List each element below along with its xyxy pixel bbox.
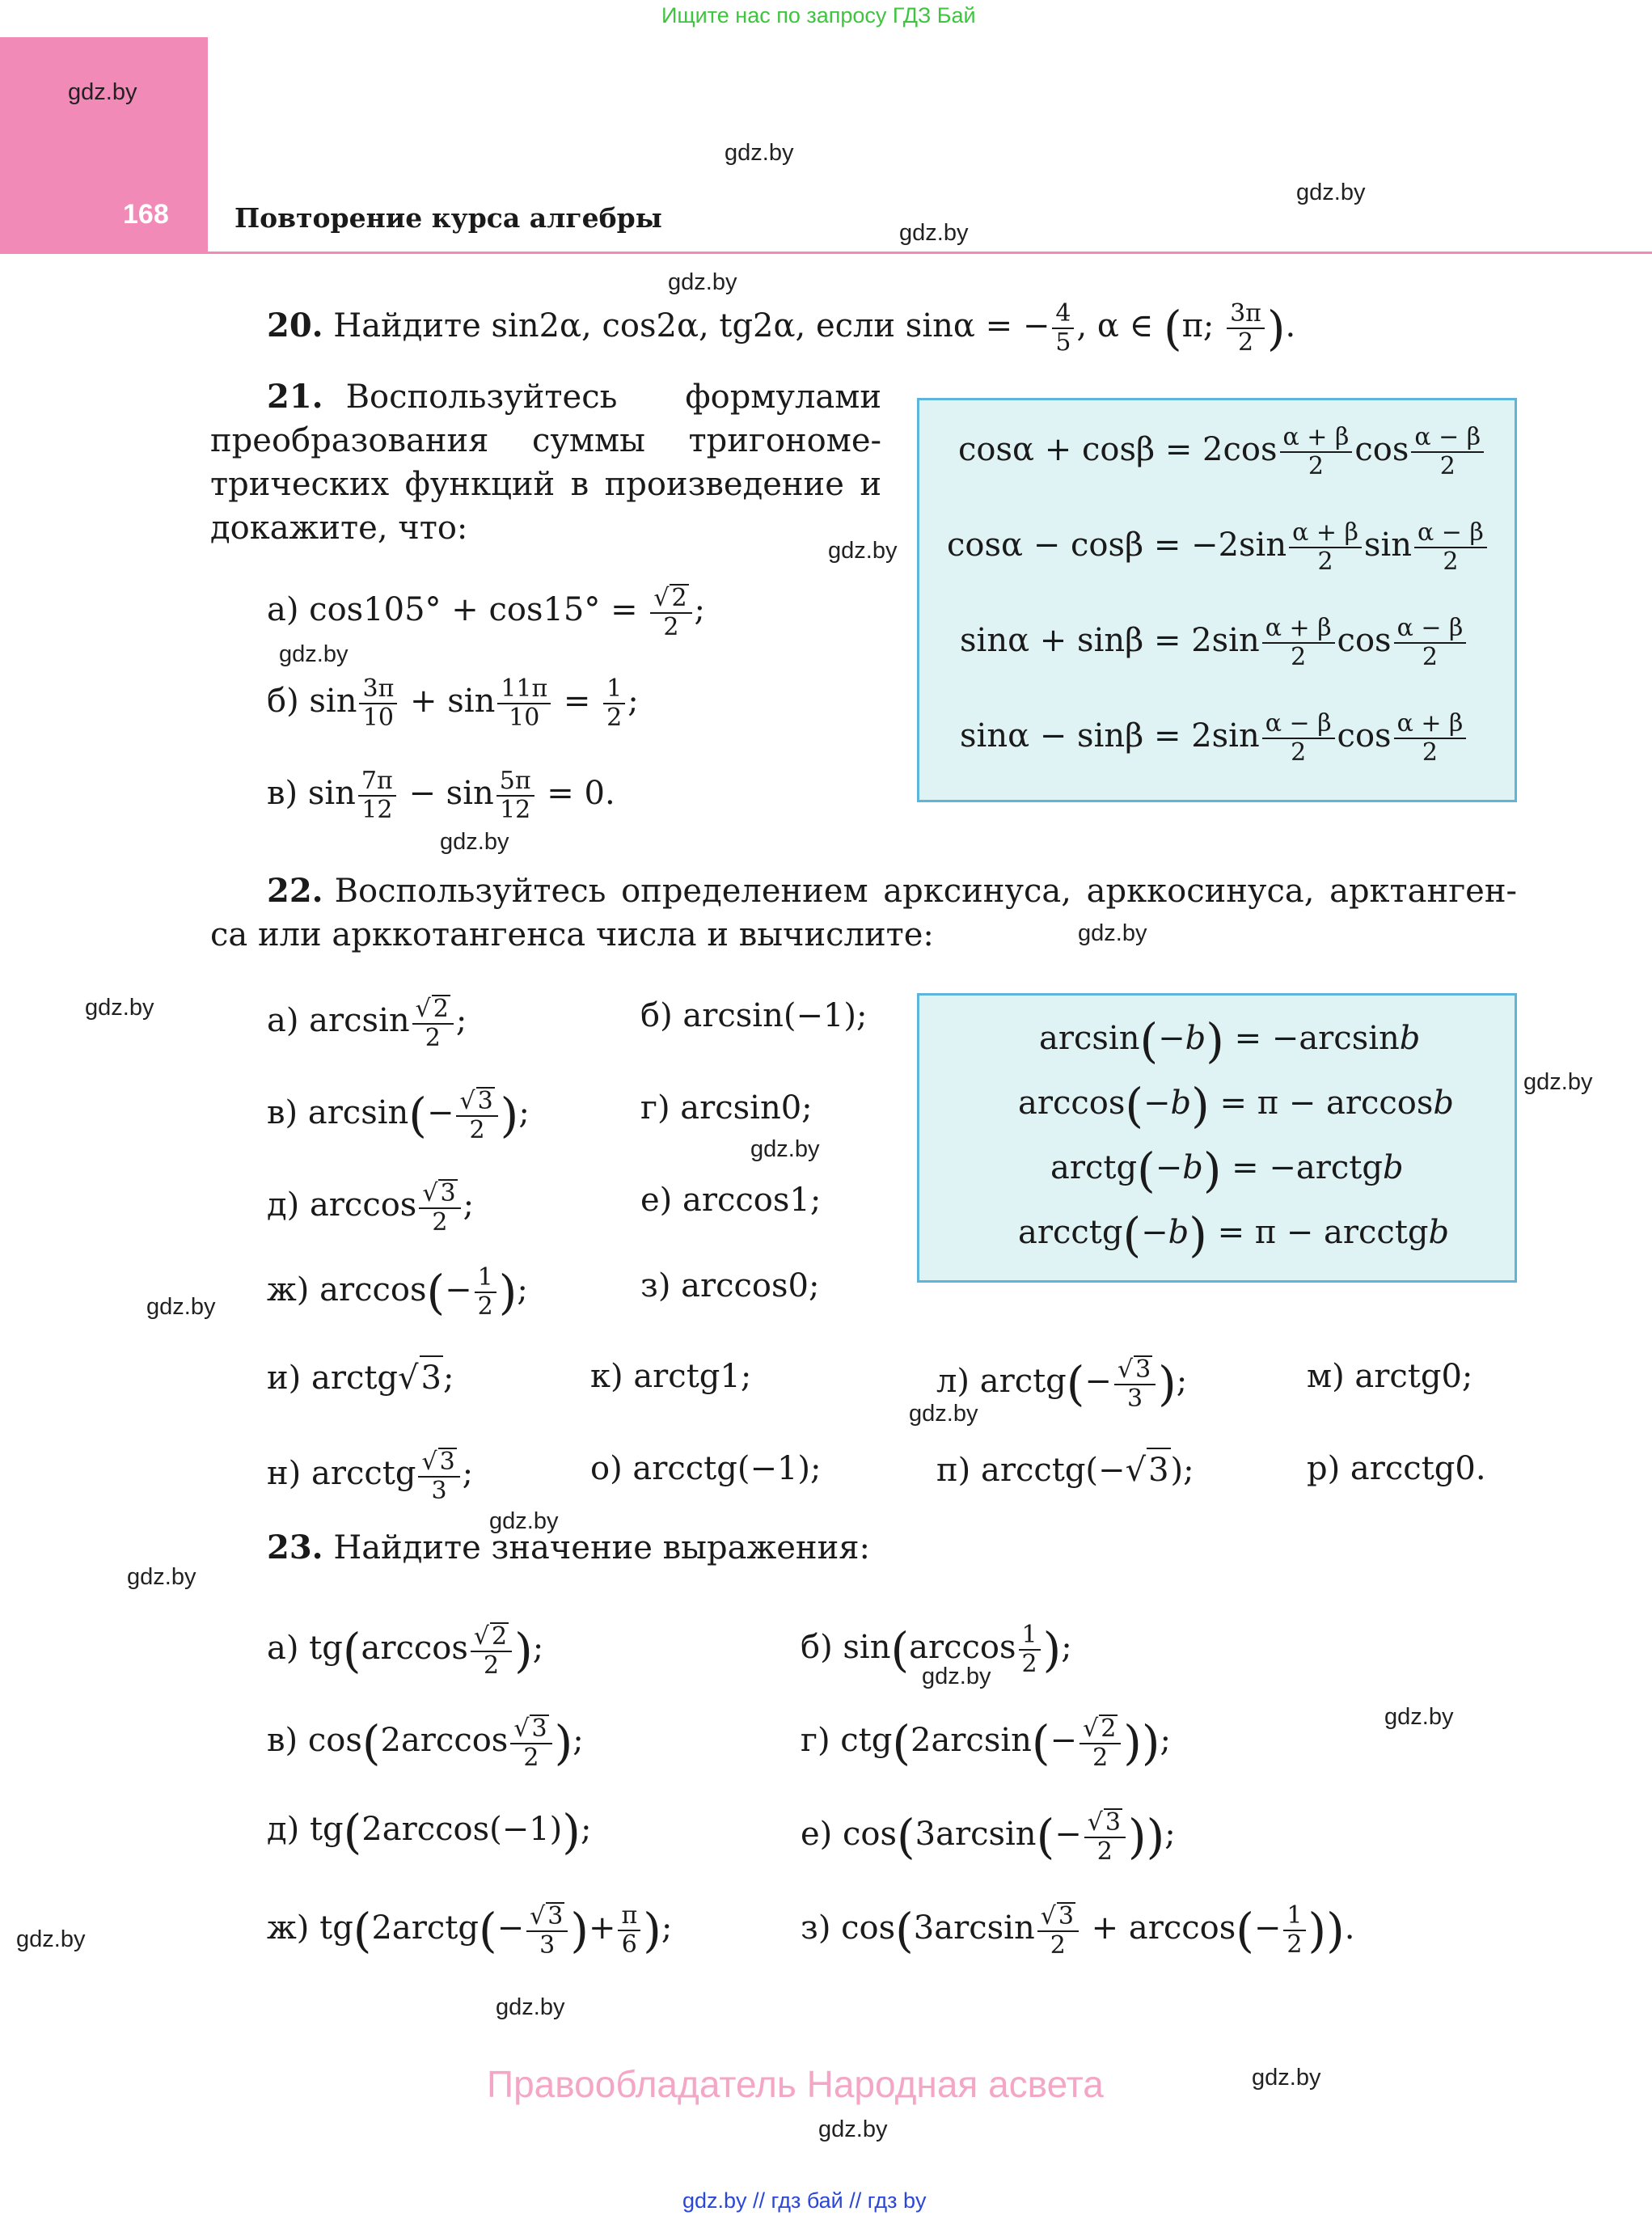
section-title: Повторение курса алгебры — [234, 202, 662, 234]
formula: sinα + sinβ = 2sin $\frac{\alpha + \beta}{2}$ cos $\frac{\alpha - \beta}{2}$ — [960, 615, 1468, 670]
intro-line: преобразования суммы тригономе- — [210, 422, 881, 459]
watermark: gdz.by — [127, 1564, 196, 1590]
task-22-item-d: д) arccos $\frac{√ 3}{2}$ ; — [267, 1179, 475, 1237]
watermark: gdz.by — [922, 1664, 991, 1689]
task-23-item-b: б) sin(arccos $\frac{1}{2}$ ); — [801, 1621, 1072, 1678]
footer-links[interactable]: gdz.by // гдз бай // гдз by — [682, 2188, 927, 2213]
task-23-item-d: д) tg(2arccos(−1)); — [267, 1804, 592, 1859]
task-22-item-p: п) arcctg(−√3); — [936, 1448, 1194, 1491]
watermark: gdz.by — [1252, 2065, 1321, 2091]
sum-to-product-formula-box — [917, 398, 1517, 802]
task-22-item-l: л) arctg(− $\frac{√ 3}{3}$ ); — [936, 1355, 1188, 1413]
intro-line: Воспользуйтесь формулами — [345, 378, 881, 416]
formula: cosα − cosβ = −2sin $\frac{\alpha + \beta}{2}$ sin $\frac{\alpha - \beta}{2}$ — [947, 520, 1489, 575]
task-23-item-z: з) cos(3arcsin $\frac{√ 3}{2}$ + arccos(− $\frac{1}{2}$ )). — [801, 1901, 1355, 1960]
formula: cosα + cosβ = 2cos $\frac{\alpha + \beta}{2}$ cos $\frac{\alpha - \beta}{2}$ — [958, 425, 1486, 480]
intro-line: Воспользуйтесь определением арксинуса, арккосинуса, арктанген- — [334, 873, 1517, 910]
task-number: 20. — [267, 307, 323, 345]
task-23-item-e: е) cos(3arcsin(− $\frac{√ 3}{2}$ )); — [801, 1808, 1176, 1866]
task-22-item-v: в) arcsin(− $\frac{√ 3}{2}$ ); — [267, 1087, 530, 1144]
watermark: gdz.by — [85, 995, 154, 1021]
watermark: gdz.by — [1296, 180, 1366, 205]
watermark: gdz.by — [16, 1926, 86, 1952]
intro-line: са или арккотангенса числа и вычислите: — [210, 916, 934, 953]
task-22-intro — [210, 869, 1517, 957]
top-banner: Ищите нас по запросу ГДЗ Бай — [661, 3, 976, 27]
task-22-item-r: р) arcctg0. — [1307, 1450, 1486, 1487]
task-22-item-b: б) arcsin(−1); — [640, 997, 868, 1034]
watermark: gdz.by — [146, 1294, 216, 1320]
formula: sinα − sinβ = 2sin $\frac{\alpha - \beta}{2}$ cos $\frac{\alpha + \beta}{2}$ — [960, 711, 1468, 766]
task-22-item-o: о) arcctg(−1); — [590, 1450, 822, 1487]
task-21-intro — [210, 375, 881, 550]
intro-line: Найдите значение выражения: — [333, 1529, 870, 1567]
formula: arcsin(−b) = −arcsinb — [1039, 1013, 1421, 1068]
task-number: 23. — [267, 1528, 323, 1567]
watermark: gdz.by — [1078, 920, 1147, 946]
inverse-trig-formula-box — [917, 993, 1517, 1283]
task-23-item-a: а) tg(arccos $\frac{√ 2}{2}$ ); — [267, 1622, 544, 1680]
header-accent-block — [0, 37, 208, 254]
task-22-item-m: м) arctg0; — [1307, 1358, 1473, 1395]
watermark: gdz.by — [496, 1994, 565, 2020]
intro-line: трических функций в произведение и — [210, 466, 881, 503]
task-22-item-e: е) arccos1; — [640, 1182, 822, 1219]
watermark: gdz.by — [279, 641, 349, 667]
formula: arccos(−b) = π − arccosb — [1018, 1078, 1454, 1133]
watermark: gdz.by — [489, 1508, 559, 1534]
watermark: gdz.by — [899, 220, 969, 246]
task-22-item-n: н) arcctg $\frac{√ 3}{3}$ ; — [267, 1448, 474, 1505]
task-number: 21. — [267, 378, 323, 416]
watermark: gdz.by — [909, 1401, 978, 1427]
task-22-item-k: к) arctg1; — [590, 1358, 752, 1395]
task-number: 22. — [267, 872, 323, 910]
watermark: gdz.by — [725, 140, 794, 166]
watermark: gdz.by — [668, 269, 737, 295]
task-23-intro — [267, 1527, 870, 1569]
task-21-item-v: в) sin $\frac{7\pi}{12}$ − sin $\frac{5\pi}{12}$ = 0. — [267, 767, 615, 824]
task-22-item-i: и) arctg√3; — [267, 1355, 454, 1399]
formula: arcctg(−b) = π − arcctgb — [1018, 1207, 1450, 1262]
watermark: gdz.by — [828, 538, 898, 564]
watermark: gdz.by — [1384, 1704, 1454, 1730]
copyright-notice: Правообладатель Народная асвета — [487, 2063, 1104, 2105]
intro-line: докажите, что: — [210, 509, 468, 547]
watermark: gdz.by — [68, 79, 137, 105]
formula: arctg(−b) = −arctgb — [1050, 1143, 1404, 1198]
watermark: gdz.by — [750, 1136, 820, 1162]
task-23-item-zh: ж) tg(2arctg(− $\frac{√ 3}{3}$ )+ $\frac{\pi}{6}$ ); — [267, 1901, 673, 1960]
watermark: gdz.by — [440, 829, 509, 855]
watermark: gdz.by — [818, 2116, 888, 2142]
header-rule — [208, 252, 1652, 254]
task-22-item-zh: ж) arccos(− $\frac{1}{2}$ ); — [267, 1263, 528, 1321]
task-22-item-a: а) arcsin $\frac{√ 2}{2}$ ; — [267, 995, 467, 1052]
task-23-item-v: в) cos(2arccos $\frac{√ 3}{2}$ ); — [267, 1715, 584, 1772]
task-21-item-a: а) cos105° + cos15° = $\frac{√ 2}{2}$ ; — [267, 584, 706, 641]
page-number: 168 — [123, 199, 169, 230]
task-22-item-g: г) arcsin0; — [640, 1089, 813, 1127]
task-20: 20. Найдите sin2α, cos2α, tg2α, если sinα = − $\frac{4}{5}$ , α ∈ (π; $\frac{3\pi}{2}$ ). — [267, 299, 1296, 357]
task-22-item-z: з) arccos0; — [640, 1267, 820, 1304]
task-21-item-b: б) sin $\frac{3\pi}{10}$ + sin $\frac{11\pi}{10}$ = $\frac{1}{2}$ ; — [267, 674, 639, 732]
task-23-item-g: г) ctg(2arcsin(− $\frac{√ 2}{2}$ )); — [801, 1715, 1172, 1772]
watermark: gdz.by — [1523, 1069, 1593, 1095]
